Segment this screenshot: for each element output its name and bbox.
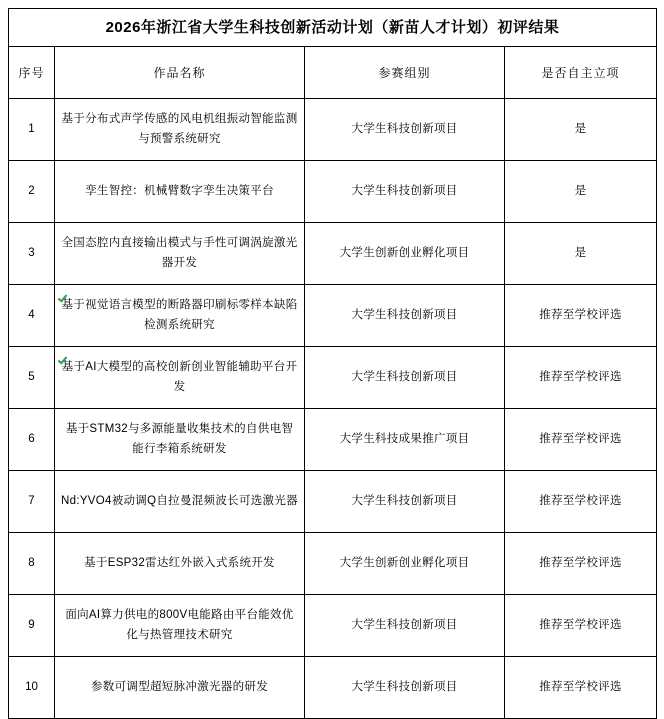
- row-number: 3: [9, 223, 55, 285]
- self-initiated-status: 是: [505, 161, 657, 223]
- row-number: 2: [9, 161, 55, 223]
- self-initiated-status: 推荐至学校评选: [505, 409, 657, 471]
- column-header-group: 参赛组别: [305, 47, 505, 99]
- project-name: 参数可调型超短脉冲激光器的研发: [55, 657, 305, 719]
- project-group: 大学生创新创业孵化项目: [305, 223, 505, 285]
- project-group: 大学生创新创业孵化项目: [305, 533, 505, 595]
- project-group: 大学生科技创新项目: [305, 595, 505, 657]
- project-group: 大学生科技创新项目: [305, 471, 505, 533]
- self-initiated-status: 是: [505, 223, 657, 285]
- project-name: Nd:YVO4被动调Q自拉曼混频波长可选激光器: [55, 471, 305, 533]
- row-number: 5: [9, 347, 55, 409]
- project-name: 基于STM32与多源能量收集技术的自供电智能行李箱系统研发: [55, 409, 305, 471]
- title-row: [9, 9, 657, 47]
- project-group: 大学生科技创新项目: [305, 347, 505, 409]
- project-group: 大学生科技创新项目: [305, 285, 505, 347]
- project-name: 基于视觉语言模型的断路器印刷标零样本缺陷检测系统研究: [55, 285, 305, 347]
- document-title: 2026年浙江省大学生科技创新活动计划（新苗人才计划）初评结果: [9, 9, 657, 47]
- table-row: [9, 285, 657, 347]
- column-header-no: 序号: [9, 47, 55, 99]
- row-number: 9: [9, 595, 55, 657]
- table-row: [9, 595, 657, 657]
- self-initiated-status: 是: [505, 99, 657, 161]
- project-name: 孪生智控：机械臂数字孪生决策平台: [55, 161, 305, 223]
- self-initiated-status: 推荐至学校评选: [505, 533, 657, 595]
- table-row: [9, 347, 657, 409]
- project-name: 面向AI算力供电的800V电能路由平台能效优化与热管理技术研究: [55, 595, 305, 657]
- row-number: 1: [9, 99, 55, 161]
- project-name: 基于ESP32雷达红外嵌入式系统开发: [55, 533, 305, 595]
- table-row: [9, 223, 657, 285]
- evaluation-results-table: [8, 8, 657, 719]
- row-number: 6: [9, 409, 55, 471]
- row-number: 10: [9, 657, 55, 719]
- self-initiated-status: 推荐至学校评选: [505, 347, 657, 409]
- table-row: [9, 471, 657, 533]
- self-initiated-status: 推荐至学校评选: [505, 657, 657, 719]
- table-row: [9, 657, 657, 719]
- table-row: [9, 99, 657, 161]
- table-header-row: [9, 47, 657, 99]
- row-number: 8: [9, 533, 55, 595]
- self-initiated-status: 推荐至学校评选: [505, 595, 657, 657]
- project-name: 全国态腔内直接输出模式与手性可调涡旋激光器开发: [55, 223, 305, 285]
- self-initiated-status: 推荐至学校评选: [505, 471, 657, 533]
- project-group: 大学生科技成果推广项目: [305, 409, 505, 471]
- table-row: [9, 161, 657, 223]
- table-row: [9, 533, 657, 595]
- project-name: 基于分布式声学传感的风电机组振动智能监测与预警系统研究: [55, 99, 305, 161]
- column-header-name: 作品名称: [55, 47, 305, 99]
- self-initiated-status: 推荐至学校评选: [505, 285, 657, 347]
- project-group: 大学生科技创新项目: [305, 657, 505, 719]
- row-number: 4: [9, 285, 55, 347]
- project-group: 大学生科技创新项目: [305, 99, 505, 161]
- row-number: 7: [9, 471, 55, 533]
- table-row: [9, 409, 657, 471]
- column-header-self: 是否自主立项: [505, 47, 657, 99]
- project-group: 大学生科技创新项目: [305, 161, 505, 223]
- project-name: 基于AI大模型的高校创新创业智能辅助平台开发: [55, 347, 305, 409]
